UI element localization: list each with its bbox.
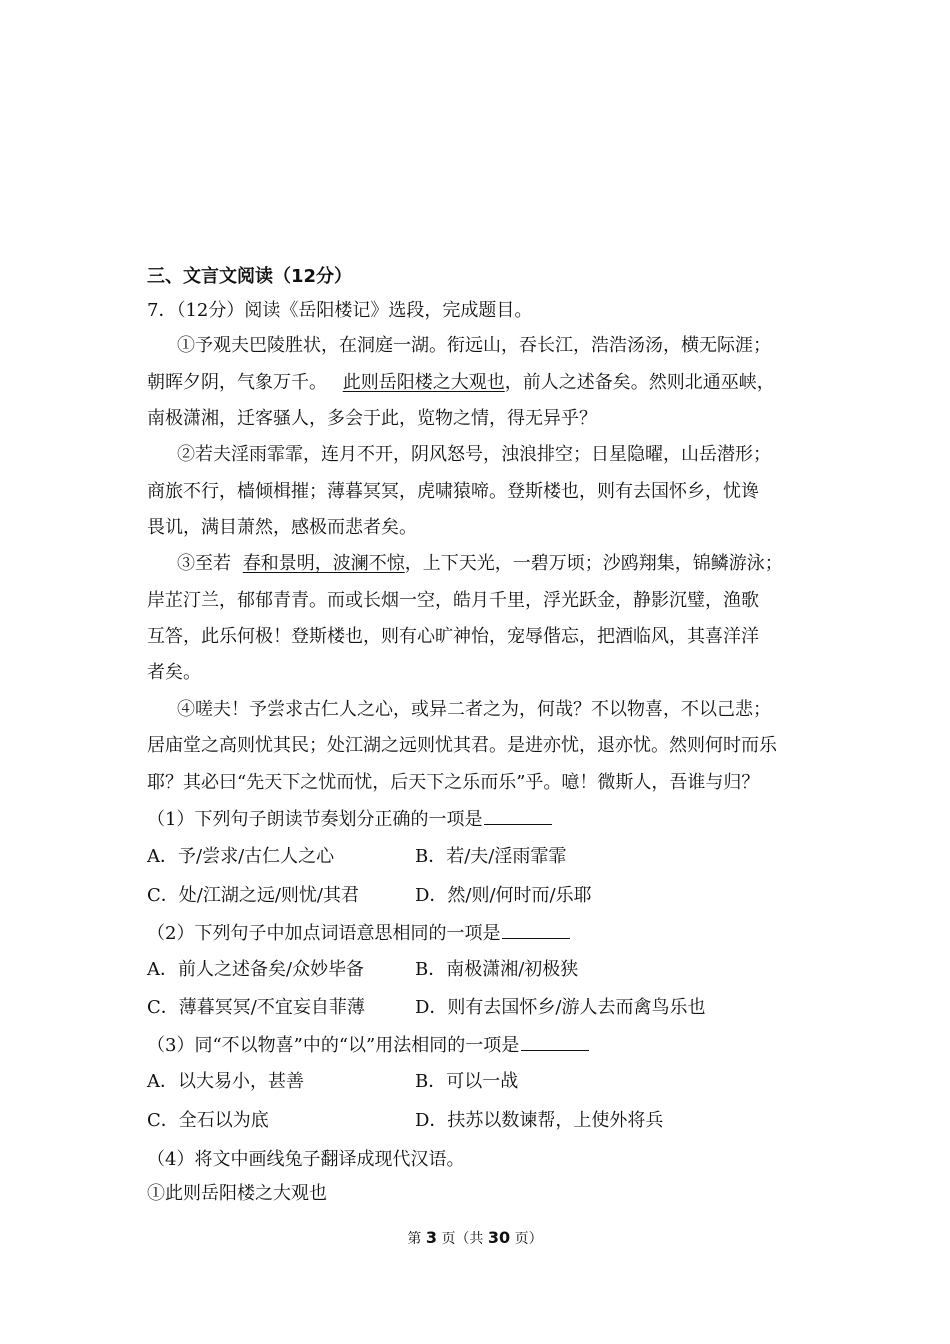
subq3-option-d: D．扶苏以数谏帮，上使外将兵 — [415, 1110, 664, 1131]
subq2-option-c: C．薄暮冥冥/不宜妄自菲薄 — [147, 997, 365, 1018]
passage-p4-line1: ④嗟夫！予尝求古仁人之心，或异二者之为，何哉？不以物喜，不以己悲； — [177, 699, 771, 720]
underlined-sentence-1: 此则岳阳楼之大观也 — [342, 372, 505, 393]
passage-p3-line2: 岸芷汀兰，郁郁青青。而或长烟一空，皓月千里，浮光跃金，静影沉璧，渔歌 — [147, 590, 759, 611]
question-header: 7．（12分）阅读《岳阳楼记》选段，完成题目。 — [147, 300, 533, 321]
subq1-option-b: B．若/夫/淫雨霏霏 — [415, 846, 567, 867]
subq4-stem: （4）将文中画线兔子翻译成现代汉语。 — [147, 1149, 465, 1170]
underlined-sentence-2: 春和景明，波澜不惊 — [242, 553, 405, 574]
passage-text: ，上下天光，一碧万顷；沙鸥翔集，锦鳞游泳； — [404, 553, 783, 574]
passage-p4-line2: 居庙堂之高则忧其民；处江湖之远则忧其君。是进亦忧，退亦忧。然则何时而乐 — [147, 735, 777, 756]
subq1-option-a: A．予/尝求/古仁人之心 — [147, 846, 335, 867]
passage-p3-line3: 互答，此乐何极！登斯楼也，则有心旷神怡，宠辱偕忘，把酒临风，其喜洋洋 — [147, 626, 759, 647]
passage-p3-line4: 者矣。 — [147, 662, 201, 683]
subq3-stem-text: （3）同“不以物喜”中的“以”用法相同的一项是 — [147, 1035, 520, 1056]
page-footer — [0, 1228, 950, 1248]
footer-mid: 页（共 — [441, 1231, 484, 1247]
passage-p2-line3: 畏讥，满目萧然，感极而悲者矣。 — [147, 517, 417, 538]
passage-p4-line3: 耶？其必曰“先天下之忧而忧，后天下之乐而乐”乎。噫！微斯人，吾谁与归？ — [147, 772, 760, 793]
subq4-item1: ①此则岳阳楼之大观也 — [147, 1183, 327, 1204]
passage-p1-line1: ①予观夫巴陵胜状，在洞庭一湖。衔远山，吞长江，浩浩汤汤，横无际涯； — [177, 335, 771, 356]
answer-blank[interactable] — [484, 806, 552, 825]
total-pages: 30 — [487, 1228, 511, 1247]
subq3-stem — [147, 1032, 589, 1058]
subq3-option-b: B．可以一战 — [415, 1071, 519, 1092]
passage-p1-line3: 南极潇湘，迁客骚人，多会于此，览物之情，得无异乎？ — [147, 408, 597, 429]
passage-p1-line2 — [147, 371, 775, 395]
subq2-option-d: D．则有去国怀乡/游人去而禽鸟乐也 — [415, 997, 706, 1018]
subq3-option-a: A．以大易小，甚善 — [147, 1071, 304, 1092]
passage-text: 朝晖夕阴，气象万千。 — [147, 372, 327, 393]
subq2-option-a: A．前人之述备矣/众妙毕备 — [147, 959, 365, 980]
subq2-option-b: B．南极潇湘/初极狭 — [415, 959, 579, 980]
passage-text: ③至若 — [177, 553, 231, 574]
passage-p2-line2: 商旅不行，樯倾楫摧；薄暮冥冥，虎啸猿啼。登斯楼也，则有去国怀乡，忧谗 — [147, 481, 759, 502]
subq2-stem — [147, 920, 570, 946]
footer-post: 页） — [514, 1231, 543, 1247]
passage-p3-line1 — [177, 552, 783, 576]
subq1-stem-text: （1）下列句子朗读节奏划分正确的一项是 — [147, 809, 483, 830]
footer-pre: 第 — [407, 1231, 422, 1247]
answer-blank[interactable] — [521, 1032, 589, 1051]
subq1-stem — [147, 806, 552, 832]
subq1-option-c: C．处/江湖之远/则忧/其君 — [147, 885, 359, 906]
passage-text: ，前人之述备矣。然则北通巫峡， — [504, 372, 775, 393]
passage-p2-line1: ②若夫淫雨霏霏，连月不开，阴风怒号，浊浪排空；日星隐曜，山岳潜形； — [177, 444, 771, 465]
answer-blank[interactable] — [502, 920, 570, 939]
page-number: 3 — [425, 1228, 437, 1247]
subq1-option-d: D．然/则/何时而/乐耶 — [415, 885, 592, 906]
subq2-stem-text: （2）下列句子中加点词语意思相同的一项是 — [147, 923, 501, 944]
subq3-option-c: C．全石以为底 — [147, 1110, 269, 1131]
section-title: 三、文言文阅读（12分） — [147, 266, 353, 287]
